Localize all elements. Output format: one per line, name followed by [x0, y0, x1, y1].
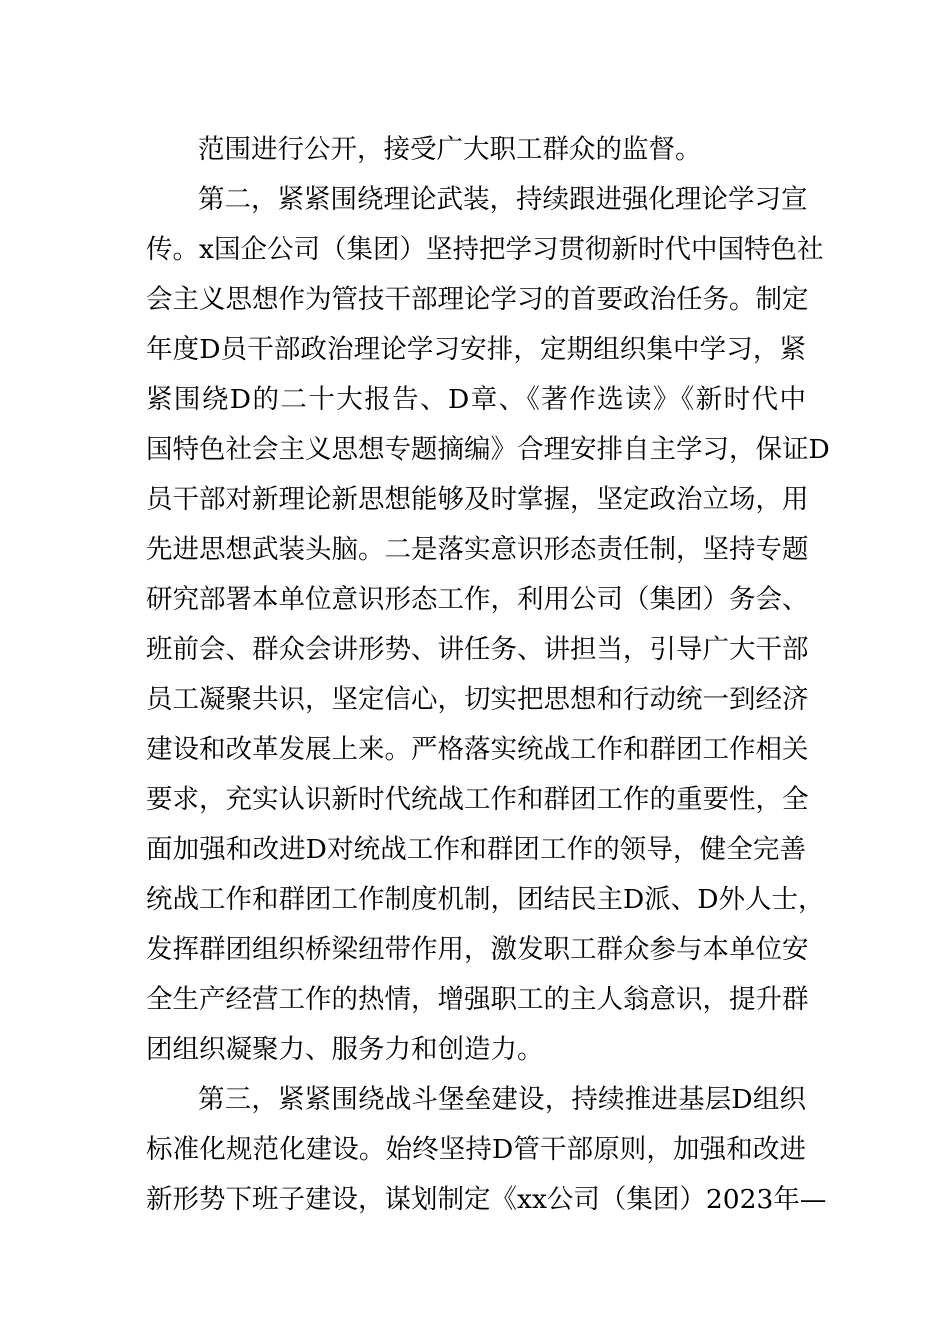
- text-line-14: 要求，充实认识新时代统战工作和群团工作的重要性，全: [146, 784, 809, 815]
- text-line-12: 员工凝聚共识，坚定信心，切实把思想和行动统一到经济: [146, 684, 809, 715]
- text-line-6: 紧围绕D的二十大报告、D章、《著作选读》《新时代中: [146, 384, 806, 415]
- text-line-8: 员干部对新理论新思想能够及时掌握，坚定政治立场，用: [146, 484, 809, 515]
- text-line-18: 全生产经营工作的热情，增强职工的主人翁意识，提升群: [146, 984, 809, 1015]
- text-line-15: 面加强和改进D对统战工作和群团工作的领导，健全完善: [146, 834, 806, 865]
- text-line-19: 团组织凝聚力、服务力和创造力。: [146, 1034, 544, 1065]
- text-line-5: 年度D员干部政治理论学习安排，定期组织集中学习，紧: [146, 334, 806, 365]
- text-line-7: 国特色社会主义思想专题摘编》合理安排自主学习，保证D: [146, 434, 830, 465]
- text-line-11: 班前会、群众会讲形势、讲任务、讲担当，引导广大干部: [146, 634, 809, 665]
- text-line-13: 建设和改革发展上来。严格落实统战工作和群团工作相关: [146, 734, 809, 765]
- paragraph-2-heading-line: 第二，紧紧围绕理论武装，持续跟进强化理论学习宣: [198, 184, 808, 215]
- text-line-1: 范围进行公开，接受广大职工群众的监督。: [198, 134, 702, 165]
- text-line-21: 标准化规范化建设。始终坚持D管干部原则，加强和改进: [146, 1134, 806, 1165]
- text-line-22: 新形势下班子建设，谋划制定《xx公司（集团）2023年—: [146, 1184, 827, 1215]
- text-line-17: 发挥群团组织桥梁纽带作用，激发职工群众参与本单位安: [146, 934, 809, 965]
- text-line-4: 会主义思想作为管技干部理论学习的首要政治任务。制定: [146, 284, 809, 315]
- text-line-3: 传。x国企公司（集团）坚持把学习贯彻新时代中国特色社: [146, 234, 824, 265]
- text-line-9: 先进思想武装头脑。二是落实意识形态责任制，坚持专题: [146, 534, 809, 565]
- paragraph-3-heading-line: 第三，紧紧围绕战斗堡垒建设，持续推进基层D组织: [198, 1084, 806, 1115]
- text-line-10: 研究部署本单位意识形态工作，利用公司（集团）务会、: [146, 584, 809, 615]
- text-line-16: 统战工作和群团工作制度机制，团结民主D派、D外人士，: [146, 884, 825, 915]
